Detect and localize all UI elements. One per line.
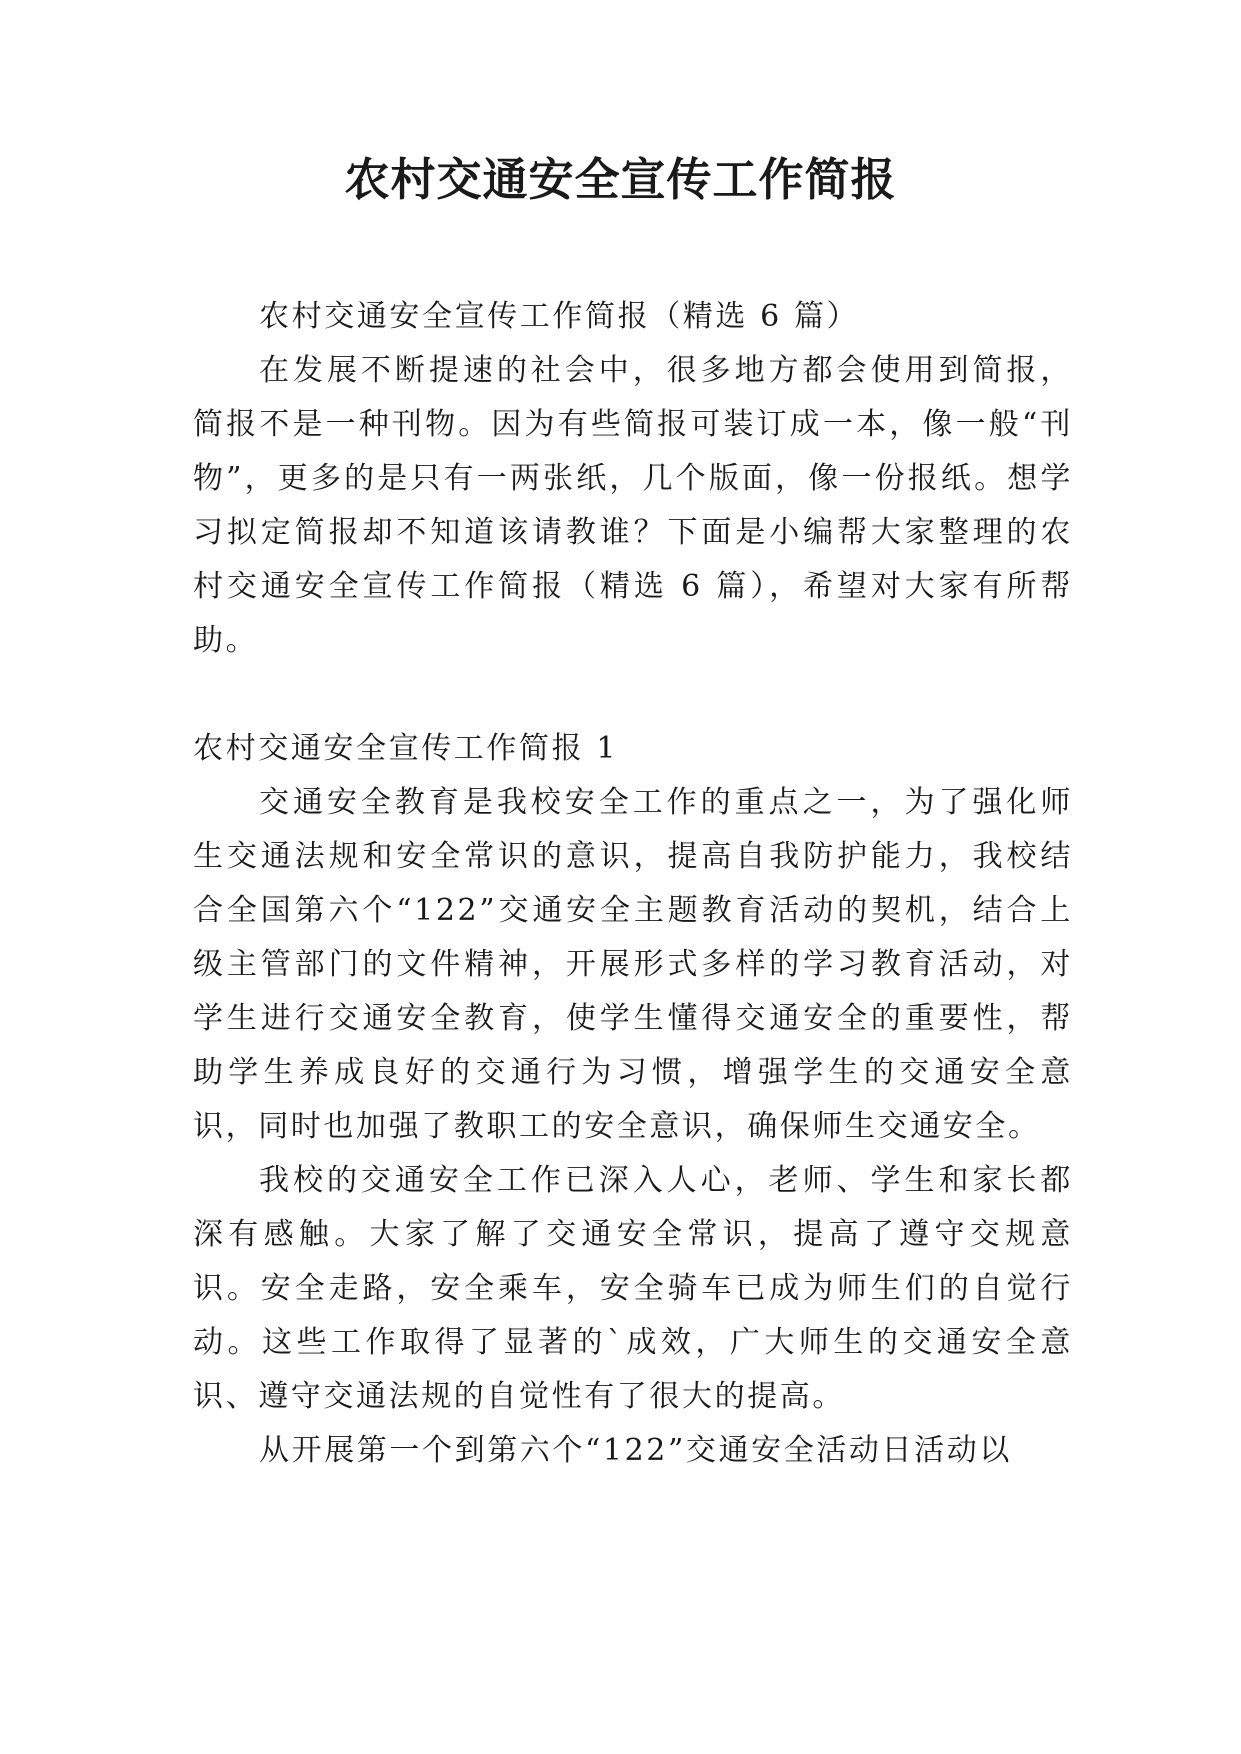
subtitle-line: 农村交通安全宣传工作简报（精选 6 篇） [259,299,860,334]
section-heading-1: 农村交通安全宣传工作简报 1 [193,731,619,766]
section1-paragraph-2: 我校的交通安全工作已深入人心，老师、学生和家长都深有感触。大家了解了交通安全常识，提高了遵守交规意识。安全走路，安全乘车，安全骑车已成为师生们的自觉行动。这些工作取得了显著的`成效，广大师生的交通安全意识、遵守交通法规的自觉性有了很大的提高。 [193,1163,1073,1414]
document-body [193,290,1073,1478]
intro-paragraph: 在发展不断提速的社会中，很多地方都会使用到简报，简报不是一种刊物。因为有些简报可装订成一本，像一般“刊物”，更多的是只有一两张纸，几个版面，像一份报纸。想学习拟定简报却不知道该请教谁？下面是小编帮大家整理的农村交通安全宣传工作简报（精选 6 篇），希望对大家有所帮助。 [193,353,1073,658]
paragraph-gap [193,668,1073,722]
document-title: 农村交通安全宣传工作简报 [344,153,897,206]
section1-paragraph-1: 交通安全教育是我校安全工作的重点之一，为了强化师生交通法规和安全常识的意识，提高自我防护能力，我校结合全国第六个“122”交通安全主题教育活动的契机，结合上级主管部门的文件精神，开展形式多样的学习教育活动，对学生进行交通安全教育，使学生懂得交通安全的重要性，帮助学生养成良好的交通行为习惯，增强学生的交通安全意识，同时也加强了教职工的安全意识，确保师生交通安全。 [193,785,1073,1144]
section1-paragraph-3: 从开展第一个到第六个“122”交通安全活动日活动以 [259,1433,1012,1468]
